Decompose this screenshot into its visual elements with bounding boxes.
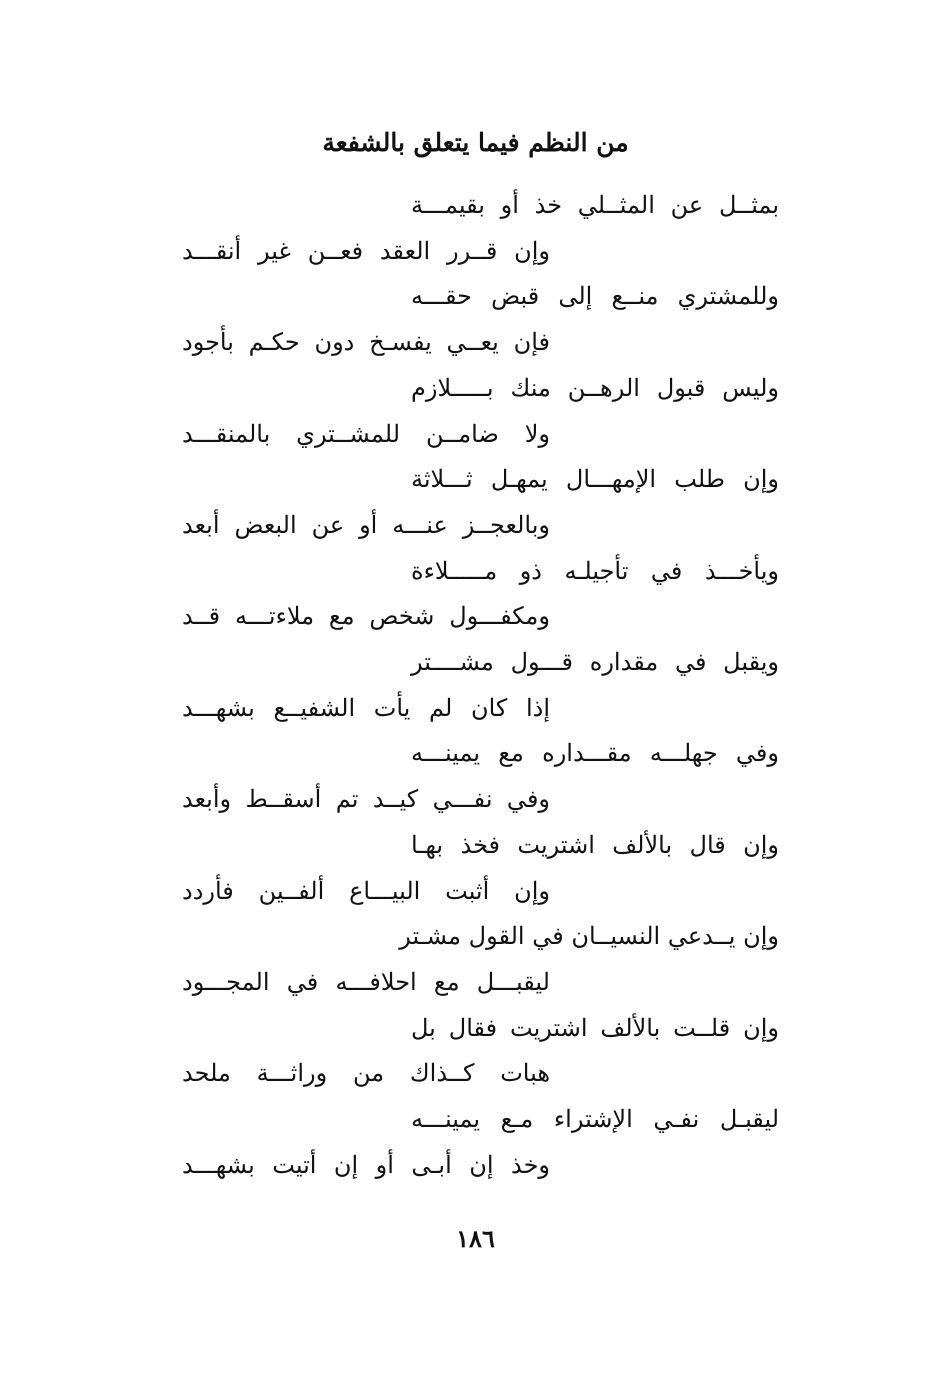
verse-6-second-hemistich: إذا كان لم يأت الشفيــع بشهـــد (182, 694, 550, 722)
verse-6-first-hemistich: ويقبل في مقداره قـــول مشــــتر (411, 648, 779, 676)
verse-1-first-hemistich: بمثــل عن المثــلي خذ أو بقيمـــة (411, 191, 779, 219)
verse-4-second-hemistich: وبالعجــز عنـــه أو عن البعض أبعد (182, 511, 550, 539)
verse-11-first-hemistich: ليقبـل نفـي الإشتراء مـع يمينـــه (411, 1105, 779, 1133)
page-title: من النظم فيما يتعلق بالشفعة (322, 128, 629, 157)
verse-10-first-hemistich: وإن قلــت بالألف اشتريت فقال بل (411, 1014, 779, 1042)
verse-3-first-hemistich: وليس قبول الرهــن منك بـــــلازم (411, 374, 779, 402)
verse-9-first-hemistich: وإن يــدعي النسيــان في القول مشـتر (399, 922, 779, 950)
verse-1-second-hemistich: وإن قــرر العقد فعــن غير أنقـــد (182, 237, 550, 265)
verse-8-first-hemistich: وإن قال بالألف اشتريت فخذ بهـا (411, 831, 779, 859)
verse-7-first-hemistich: وفي جهلـــه مقـــداره مع يمينـــه (411, 739, 779, 767)
verse-2-first-hemistich: وللمشتري منــع إلى قبض حقـــه (411, 282, 779, 310)
verse-11-second-hemistich: وخذ إن أبـى أو إن أتيت بشهـــد (182, 1151, 550, 1179)
verse-2-second-hemistich: فإن يعــي يفسـخ دون حكـم بأجود (182, 328, 550, 356)
verse-3-second-hemistich: ولا ضامــن للمشــتري بالمنقـــد (182, 420, 550, 448)
page-number: ١٨٦ (456, 1224, 495, 1253)
verse-9-second-hemistich: ليقبـــل مع احلافـــه في المجـــود (182, 968, 550, 996)
verse-8-second-hemistich: وإن أثبت البيـــاع ألفــين فأردد (182, 877, 550, 905)
verse-7-second-hemistich: وفي نفـــي كيــد تم أسقــط وأبعد (182, 785, 550, 813)
verse-4-first-hemistich: وإن طلب الإمهـــال يمهـل ثـــلاثة (411, 465, 779, 493)
verse-5-first-hemistich: ويأخـــذ في تأجيلـه ذو مـــــلاءة (411, 557, 779, 585)
verse-5-second-hemistich: ومكفـــول شخص مع ملاءتـــه قــد (182, 602, 550, 630)
verse-10-second-hemistich: هبات كــذاك من وراثـــة ملحد (182, 1059, 550, 1087)
